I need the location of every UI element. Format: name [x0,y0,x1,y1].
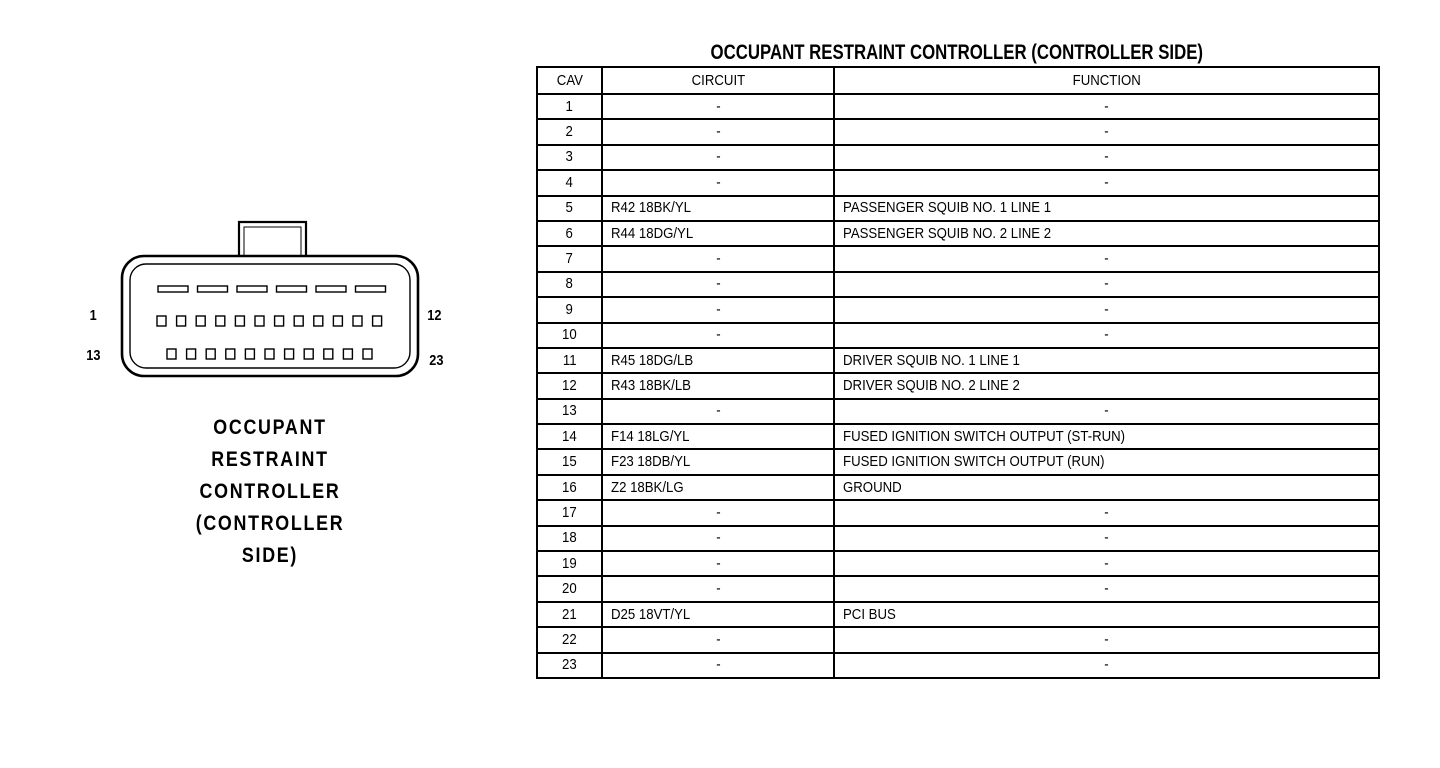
pinout-table [536,66,1380,679]
caption-line-2: RESTRAINT [211,448,329,471]
table-row [537,170,1379,195]
table-row [537,449,1379,474]
pin-label-12: 12 [427,307,442,324]
table-row [537,602,1379,627]
function-cell: - [834,246,1379,271]
cavity [294,316,303,326]
caption-line-4: (CONTROLLER SIDE) [195,512,345,567]
cav-cell: 15 [537,449,602,474]
table-header-row [537,67,1379,94]
circuit-cell: R43 18BK/LB [602,373,834,398]
table-row [537,323,1379,348]
cav-cell: 9 [537,297,602,322]
circuit-cell: - [602,170,834,195]
circuit-cell: - [602,399,834,424]
function-cell: - [834,399,1379,424]
cav-cell: 10 [537,323,602,348]
circuit-cell: - [602,323,834,348]
function-cell: PCI BUS [834,602,1379,627]
cavity [285,349,294,359]
table-body [537,94,1379,678]
function-cell: - [834,272,1379,297]
circuit-cell: - [602,119,834,144]
cavity [216,316,225,326]
cav-cell: 11 [537,348,602,373]
circuit-cell: - [602,576,834,601]
cavity [235,316,244,326]
function-cell: - [834,653,1379,678]
terminal-slot [356,286,386,292]
cavity [167,349,176,359]
circuit-cell: F14 18LG/YL [602,424,834,449]
table-title-text: OCCUPANT RESTRAINT CONTROLLER (CONTROLLER SIDE) [710,41,1204,64]
function-cell: FUSED IGNITION SWITCH OUTPUT (ST-RUN) [834,424,1379,449]
terminal-slot [158,286,188,292]
pin-label-13: 13 [86,347,101,364]
circuit-cell: - [602,500,834,525]
table-title [536,41,1378,65]
circuit-cell: R45 18DG/LB [602,348,834,373]
cav-cell: 22 [537,627,602,652]
circuit-cell: - [602,272,834,297]
circuit-cell: - [602,246,834,271]
function-cell: GROUND [834,475,1379,500]
cavity [157,316,166,326]
cavity [265,349,274,359]
cavity [177,316,186,326]
connector-caption [150,412,390,572]
function-cell: - [834,323,1379,348]
cavity [304,349,313,359]
cavity [353,316,362,326]
terminal-slot [277,286,307,292]
cav-cell: 19 [537,551,602,576]
function-cell: - [834,119,1379,144]
cav-cell: 14 [537,424,602,449]
table-row [537,272,1379,297]
cavity [245,349,254,359]
circuit-cell: - [602,526,834,551]
function-cell: - [834,170,1379,195]
table-row [537,348,1379,373]
cavity [333,316,342,326]
cavity [196,316,205,326]
table-row [537,500,1379,525]
table-row [537,653,1379,678]
terminal-slot [237,286,267,292]
caption-line-3: CONTROLLER [199,480,341,503]
connector-face-icon [70,210,470,390]
table-row [537,297,1379,322]
circuit-cell: - [602,551,834,576]
function-cell: - [834,500,1379,525]
circuit-cell: F23 18DB/YL [602,449,834,474]
cavity [206,349,215,359]
cavity [314,316,323,326]
header-circuit: CIRCUIT [602,67,834,94]
circuit-cell: - [602,297,834,322]
cav-cell: 5 [537,196,602,221]
function-cell: DRIVER SQUIB NO. 1 LINE 1 [834,348,1379,373]
pin-label-23: 23 [429,352,444,369]
circuit-cell: R44 18DG/YL [602,221,834,246]
cav-cell: 2 [537,119,602,144]
function-cell: - [834,627,1379,652]
function-cell: - [834,576,1379,601]
table-row [537,373,1379,398]
cavity [373,316,382,326]
function-cell: DRIVER SQUIB NO. 2 LINE 2 [834,373,1379,398]
terminal-slot [316,286,346,292]
function-cell: - [834,526,1379,551]
circuit-cell: - [602,627,834,652]
circuit-cell: - [602,145,834,170]
function-cell: FUSED IGNITION SWITCH OUTPUT (RUN) [834,449,1379,474]
function-cell: - [834,297,1379,322]
cav-cell: 12 [537,373,602,398]
header-function: FUNCTION [834,67,1379,94]
circuit-cell: - [602,94,834,119]
pin-label-1: 1 [89,307,97,324]
cav-cell: 4 [537,170,602,195]
cavity [255,316,264,326]
cavity [226,349,235,359]
terminal-slot [198,286,228,292]
cav-cell: 18 [537,526,602,551]
table-row [537,475,1379,500]
table-row [537,94,1379,119]
cav-cell: 1 [537,94,602,119]
table-row [537,119,1379,144]
table-row [537,627,1379,652]
cavity [343,349,352,359]
circuit-cell: - [602,653,834,678]
cav-cell: 17 [537,500,602,525]
table-row [537,221,1379,246]
cav-cell: 20 [537,576,602,601]
function-cell: - [834,94,1379,119]
table-row [537,526,1379,551]
table-row [537,145,1379,170]
cavity [275,316,284,326]
function-cell: - [834,145,1379,170]
table-row [537,399,1379,424]
table-row [537,196,1379,221]
cav-cell: 3 [537,145,602,170]
circuit-cell: R42 18BK/YL [602,196,834,221]
table-row [537,246,1379,271]
cav-cell: 8 [537,272,602,297]
caption-line-1: OCCUPANT [213,416,327,439]
cavity [187,349,196,359]
table-row [537,424,1379,449]
cav-cell: 13 [537,399,602,424]
function-cell: - [834,551,1379,576]
cavity [363,349,372,359]
cavity [324,349,333,359]
cav-cell: 21 [537,602,602,627]
circuit-cell: D25 18VT/YL [602,602,834,627]
cav-cell: 7 [537,246,602,271]
table-row [537,576,1379,601]
cav-cell: 23 [537,653,602,678]
header-cav: CAV [537,67,602,94]
cav-cell: 6 [537,221,602,246]
circuit-cell: Z2 18BK/LG [602,475,834,500]
function-cell: PASSENGER SQUIB NO. 1 LINE 1 [834,196,1379,221]
cav-cell: 16 [537,475,602,500]
function-cell: PASSENGER SQUIB NO. 2 LINE 2 [834,221,1379,246]
table-row [537,551,1379,576]
